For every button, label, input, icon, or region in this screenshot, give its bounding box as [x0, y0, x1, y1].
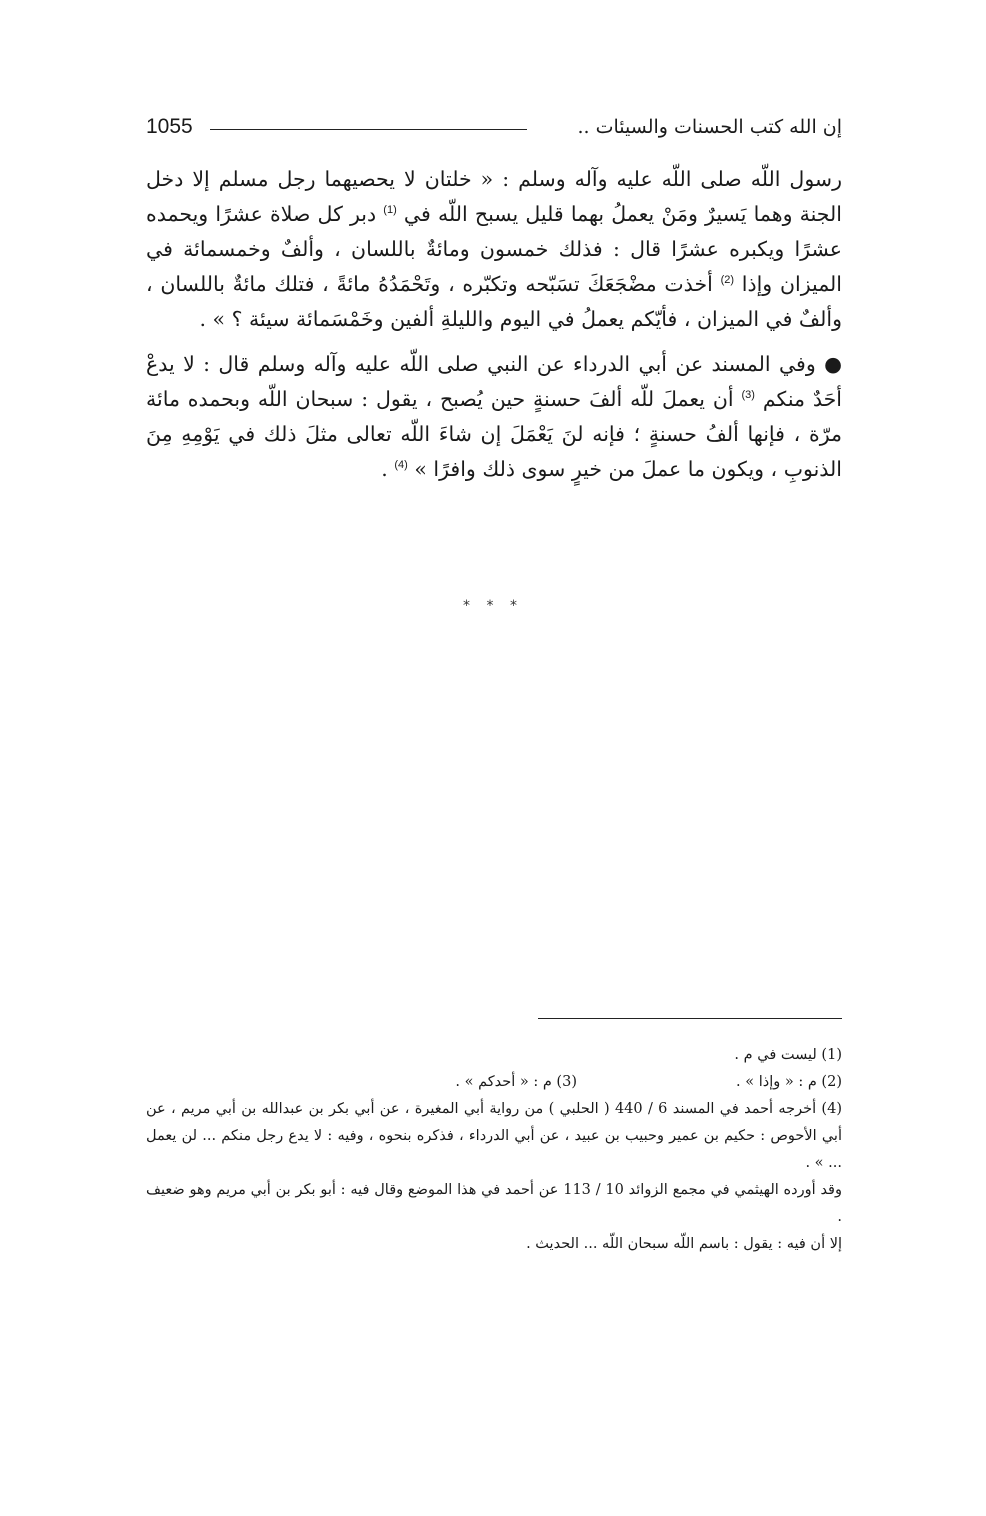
- footnote: إلا أن فيه : يقول : باسم اللّه سبحان اللّه ... الحديث .: [526, 1236, 842, 1252]
- text-run: رسول اللّه صلى اللّه عليه وآله وسلم : « خلتان لا يحصيهما رجل مسلم إلا دخل الجنة وهما يَسيرٌ ومَنْ يعملُ بهما قليل يسبح اللّه في: [146, 167, 842, 226]
- text-run: أخذت مضْجَعَكَ تسَبّحه وتكبّره ، وتَحْمَدُهُ مائةً ، فتلك مائةٌ باللسان ، وألفٌ في الميزان ، فأيّكم يعملُ في اليوم والليلةِ ألفين وخَمْسَمائة سيئة ؟ » .: [146, 272, 842, 331]
- running-header: [146, 112, 842, 142]
- text-run: دبر كل صلاة عشرًا ويحمده عشرًا ويكبره عشرًا قال : فذلك خمسون ومائةٌ باللسان ، وألفٌ وخمسمائة في الميزان وإذا: [146, 202, 842, 296]
- footnote: وقد أورده الهيثمي في مجمع الزوائد 10 / 113 عن أحمد في هذا الموضع وقال فيه : أبو بكر بن أبي مريم وهو ضعيف .: [146, 1182, 842, 1225]
- text-run: .: [381, 457, 388, 481]
- footnotes: [146, 1042, 842, 1258]
- footnote: (4) أخرجه أحمد في المسند 6 / 440 ( الحلبي ) من رواية أبي المغيرة ، عن أبي بكر بن عبدالله بن أبي مريم ، عن أبي الأحوص : حكيم بن عمير وحبيب بن عبيد ، عن أبي الدرداء ، فذكره بنحوه ، وفيه : لا يدع رجل منكم ... لن يعمل ... » .: [146, 1101, 842, 1171]
- paragraph: [146, 162, 842, 337]
- footnote-rule: [538, 1018, 842, 1019]
- footnote: (1) ليست في م .: [734, 1047, 842, 1063]
- footnote-ref: (1): [383, 204, 397, 217]
- paragraph: [146, 347, 842, 487]
- footnote-ref: (3): [741, 389, 755, 402]
- running-title: إن الله كتب الحسنات والسيئات ..: [577, 116, 842, 138]
- footnote-ref: (2): [720, 274, 735, 287]
- text-run: ● وفي المسند عن أبي الدرداء عن النبي صلى اللّه عليه وآله وسلم قال : لا يدعْ أحَدٌ منكم: [146, 352, 842, 411]
- header-rule: [210, 129, 527, 130]
- footnote: (3) م : « أحدكم » .: [455, 1074, 577, 1090]
- footnote-ref: (4): [394, 459, 408, 472]
- footnote-row: [146, 1069, 842, 1096]
- page-number: 1055: [146, 115, 193, 138]
- main-text: [146, 162, 842, 487]
- footnote: (2) م : « وإذا » .: [736, 1074, 842, 1090]
- text-run: أن يعملَ للّه ألفَ حسنةٍ حين يُصبح ، يقول : سبحان اللّه وبحمده مائة مرّة ، فإنها ألفُ حسنةٍ ؛ فإنه لنَ يَعْمَلَ إن شاءَ اللّه تعالى مثلَ ذلك في يَوْمِهِ مِنَ الذنوبِ ، ويكون ما عملَ من خيرٍ سوى ذلك وافرًا »: [146, 387, 842, 481]
- section-separator: * * *: [463, 598, 523, 614]
